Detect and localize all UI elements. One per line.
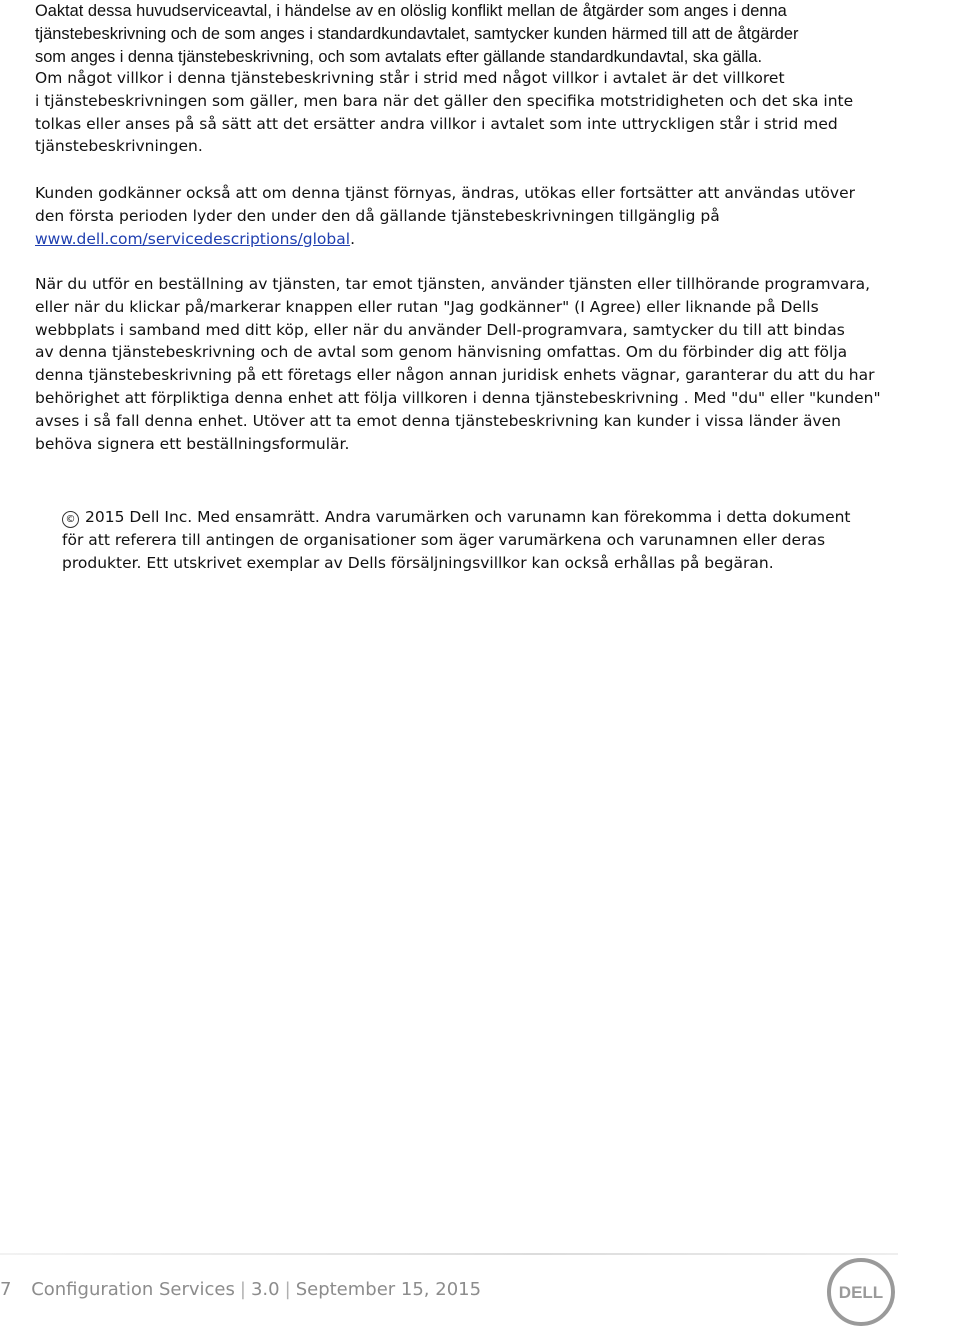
text-line: När du utför en beställning av tjänsten, tar emot tjänsten, använder tjänsten eller tillhörande programvara, <box>35 275 871 293</box>
text-line: tjänstebeskrivningen. <box>35 137 203 156</box>
text-line: webbplats i samband med ditt köp, eller när du använder Dell-programvara, samtycker du till att bindas <box>35 320 845 339</box>
text-line: som anges i denna tjänstebeskrivning, och som avtalats efter gällande standardkundavtal, ska gälla. <box>35 47 763 66</box>
text-line: den första perioden lyder den under den då gällande tjänstebeskrivningen tillgänglig på <box>35 206 720 225</box>
text-line: för att referera till antingen de organisationer som äger varumärkena och varunamnen eller deras <box>62 530 826 549</box>
text-line: tolkas eller anses på så sätt att det ersätter andra villkor i avtalet som inte uttryckligen står i strid med <box>35 114 838 133</box>
footer-separator: | <box>284 1279 291 1300</box>
page-footer <box>0 1279 481 1300</box>
paragraph-precedence-intro <box>35 0 960 68</box>
footer-date: September 15, 2015 <box>295 1279 482 1300</box>
footer-version: 3.0 <box>250 1279 280 1300</box>
page-number: 7 <box>0 1279 12 1300</box>
text-line: Om något villkor i denna tjänstebeskrivning står i strid med något villkor i avtalet är det villkoret <box>35 69 785 87</box>
footer-separator: | <box>239 1279 246 1300</box>
paragraph-conflict-terms <box>35 67 960 158</box>
text-line <box>62 506 942 529</box>
copyright-text: 2015 Dell Inc. Med ensamrätt. Andra varumärken och varunamn kan förekomma i detta dokument <box>85 508 851 526</box>
paragraph-renewal <box>35 182 960 250</box>
text-line: Kunden godkänner också att om denna tjänst förnyas, ändras, utökas eller fortsätter att användas utöver <box>35 184 855 202</box>
text-line: Oaktat dessa huvudserviceavtal, i händelse av en olöslig konflikt mellan de åtgärder som anges i denna <box>35 2 787 20</box>
text-line <box>35 228 960 251</box>
text-line: i tjänstebeskrivningen som gäller, men bara när det gäller den specifika motstridigheten och det ska inte <box>35 91 854 110</box>
text-line: behörighet att förpliktiga denna enhet att följa villkoren i denna tjänstebeskrivning . Med "du" eller "kunden" <box>35 388 881 407</box>
text-line: tjänstebeskrivning och de som anges i standardkundavtalet, samtycker kunden härmed till att de åtgärder <box>35 24 799 43</box>
service-descriptions-link[interactable]: www.dell.com/servicedescriptions/global <box>35 229 351 248</box>
copyright-icon: © <box>62 511 79 528</box>
text-line: produkter. Ett utskrivet exemplar av Dells försäljningsvillkor kan också erhållas på begäran. <box>62 553 774 572</box>
logo-wordmark: DELL <box>838 1283 884 1302</box>
text-line: av denna tjänstebeskrivning och de avtal som genom hänvisning omfattas. Om du förbinder dig att följa <box>35 343 848 362</box>
paragraph-acceptance <box>35 273 960 455</box>
footer-divider <box>0 1253 898 1255</box>
text-line: behöva signera ett beställningsformulär. <box>35 434 350 453</box>
footer-doc-title: Configuration Services <box>31 1279 235 1300</box>
link-trailing-punctuation: . <box>350 229 355 248</box>
copyright-notice <box>62 506 942 574</box>
text-line: avses i så fall denna enhet. Utöver att ta emot denna tjänstebeskrivning kan kunder i vissa länder även <box>35 411 841 430</box>
text-line: denna tjänstebeskrivning på ett företags eller någon annan juridisk enhets vägnar, garanterar du att du har <box>35 366 875 385</box>
text-line: eller när du klickar på/markerar knappen eller rutan "Jag godkänner" (I Agree) eller liknande på Dells <box>35 297 819 316</box>
dell-logo-icon <box>826 1257 896 1327</box>
